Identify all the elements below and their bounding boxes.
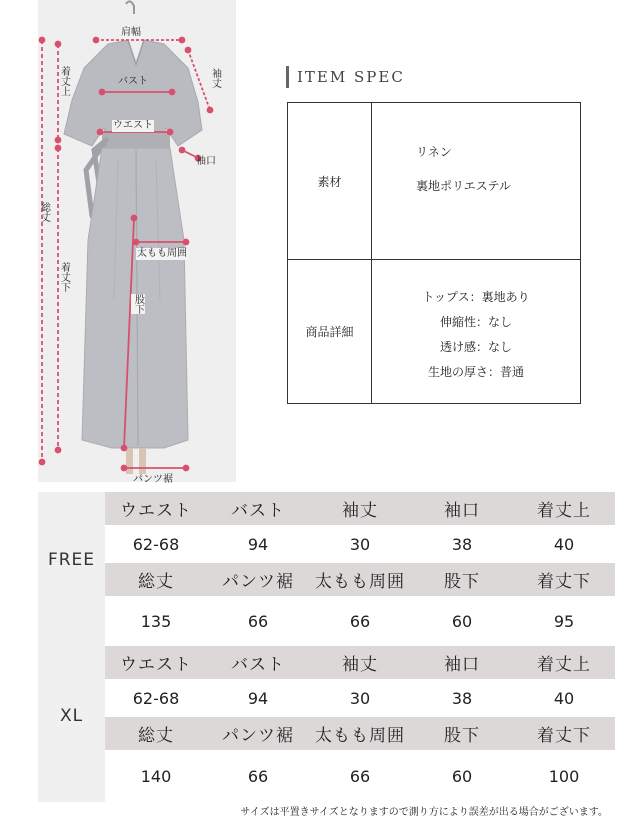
label-inseam: 股下	[132, 294, 144, 314]
value-cell: 30	[349, 534, 371, 554]
size-table	[38, 492, 615, 802]
measurement-note: サイズは平置きサイズとなりますので測り方により誤差が出る場合がございます。	[240, 807, 608, 818]
spec-value-line: リネン	[416, 145, 452, 159]
header-cell: 総丈	[138, 572, 174, 592]
value-cell: 140	[140, 766, 172, 786]
value-cell: 30	[349, 688, 371, 708]
spec-value-line: 裏地ポリエステル	[416, 179, 511, 193]
size-header-row	[105, 563, 615, 596]
value-cell: 66	[247, 611, 269, 631]
header-cell: バスト	[231, 501, 285, 521]
size-value-row	[105, 525, 615, 563]
label-waist: ウエスト	[113, 120, 153, 131]
value-cell: 60	[451, 766, 473, 786]
header-cell: 着丈上	[537, 501, 591, 521]
value-cell: 40	[553, 688, 575, 708]
header-cell: 股下	[444, 572, 480, 592]
value-cell: 40	[553, 534, 575, 554]
size-value-row	[105, 596, 615, 646]
header-cell: 袖丈	[342, 655, 378, 675]
label-cuff: 袖口	[196, 156, 216, 167]
item-spec-title: ITEM SPEC	[286, 66, 405, 88]
spec-key: 素材	[288, 103, 372, 259]
size-header-row	[105, 646, 615, 679]
size-header-row	[105, 717, 615, 750]
spec-value-line: 伸縮性：なし	[439, 315, 512, 329]
value-cell: 38	[451, 688, 473, 708]
product-measurement-diagram	[38, 0, 236, 485]
label-thigh: 太もも周囲	[137, 248, 187, 259]
header-cell: 太もも周囲	[315, 726, 405, 746]
value-cell: 94	[247, 534, 269, 554]
value-cell: 60	[451, 611, 473, 631]
spec-value-line: 生地の厚さ：普通	[427, 365, 524, 379]
label-lower-length: 着丈下	[58, 262, 70, 292]
size-name: FREE	[47, 550, 96, 570]
spec-row-details	[288, 260, 580, 403]
value-cell: 95	[553, 611, 575, 631]
value-cell: 66	[349, 611, 371, 631]
header-cell: 袖口	[444, 501, 480, 521]
size-header-row	[105, 492, 615, 525]
size-value-row	[105, 750, 615, 802]
value-cell: 62-68	[132, 688, 180, 708]
size-name: XL	[59, 706, 84, 726]
spec-value	[372, 260, 580, 403]
header-cell: 総丈	[138, 726, 174, 746]
header-cell: 股下	[444, 726, 480, 746]
header-cell: パンツ裾	[222, 572, 294, 592]
spec-key: 商品詳細	[288, 260, 372, 403]
spec-value-line: 透け感：なし	[439, 340, 512, 354]
value-cell: 94	[247, 688, 269, 708]
label-upper-length: 着丈上	[58, 66, 70, 96]
value-cell: 100	[548, 766, 580, 786]
label-shoulder-width: 肩幅	[121, 27, 141, 38]
spec-row-material	[288, 103, 580, 260]
label-sleeve-length: 袖丈	[209, 68, 221, 88]
header-cell: 着丈上	[537, 655, 591, 675]
size-value-row	[105, 679, 615, 717]
header-cell: 着丈下	[537, 726, 591, 746]
header-cell: ウエスト	[120, 501, 192, 521]
header-cell: 着丈下	[537, 572, 591, 592]
header-cell: バスト	[231, 655, 285, 675]
spec-value-line: トップス：裏地あり	[422, 290, 530, 304]
label-total-length: 総丈	[38, 202, 50, 222]
value-cell: 66	[349, 766, 371, 786]
header-cell: 袖口	[444, 655, 480, 675]
label-bust: バスト	[118, 76, 148, 87]
header-cell: 太もも周囲	[315, 572, 405, 592]
header-cell: 袖丈	[342, 501, 378, 521]
item-spec-table	[287, 102, 581, 404]
value-cell: 66	[247, 766, 269, 786]
value-cell: 62-68	[132, 534, 180, 554]
header-cell: パンツ裾	[222, 726, 294, 746]
spec-value	[372, 103, 580, 259]
value-cell: 38	[451, 534, 473, 554]
label-pants-hem: パンツ裾	[133, 474, 173, 485]
value-cell: 135	[140, 611, 172, 631]
header-cell: ウエスト	[120, 655, 192, 675]
